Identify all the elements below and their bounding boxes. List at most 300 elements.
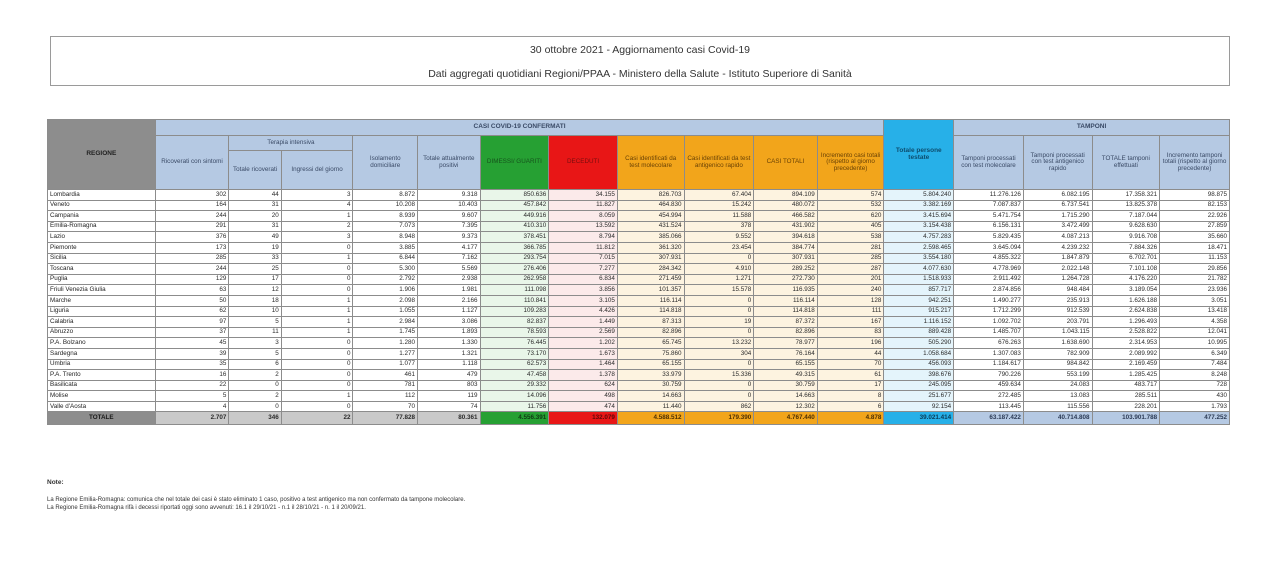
table-row bbox=[48, 401, 1230, 412]
table-body bbox=[48, 190, 1230, 425]
value-cell: 17 bbox=[817, 380, 884, 391]
value-cell: 361.320 bbox=[617, 242, 684, 253]
value-cell: 2.089.992 bbox=[1092, 348, 1160, 359]
value-cell: 3.154.438 bbox=[884, 221, 954, 232]
header-casi-antigenico: Casi identificati da test antigenico rapido bbox=[684, 136, 754, 190]
value-cell: 384.774 bbox=[754, 242, 818, 253]
value-cell: 2.598.465 bbox=[884, 242, 954, 253]
value-cell: 9.628.630 bbox=[1092, 221, 1160, 232]
value-cell: 3.086 bbox=[418, 317, 481, 328]
value-cell: 4.177 bbox=[418, 242, 481, 253]
value-cell: 3 bbox=[229, 338, 281, 349]
value-cell: 13.232 bbox=[684, 338, 754, 349]
region-name-cell: P.A. Bolzano bbox=[48, 338, 156, 349]
region-name-cell: Sicilia bbox=[48, 253, 156, 264]
value-cell: 0 bbox=[281, 380, 353, 391]
value-cell: 449.916 bbox=[480, 211, 549, 222]
total-row bbox=[48, 412, 1230, 425]
value-cell: 1.264.728 bbox=[1023, 274, 1092, 285]
value-cell: 9.373 bbox=[418, 232, 481, 243]
value-cell: 11.440 bbox=[617, 401, 684, 412]
value-cell: 0 bbox=[281, 264, 353, 275]
value-cell: 405 bbox=[817, 221, 884, 232]
value-cell: 6 bbox=[817, 401, 884, 412]
value-cell: 1.485.707 bbox=[954, 327, 1024, 338]
covid-data-table bbox=[47, 119, 1230, 425]
value-cell: 47.458 bbox=[480, 370, 549, 381]
value-cell: 1.280 bbox=[353, 338, 418, 349]
value-cell: 5.569 bbox=[418, 264, 481, 275]
value-cell: 244 bbox=[155, 211, 229, 222]
value-cell: 984.842 bbox=[1023, 359, 1092, 370]
value-cell: 1.449 bbox=[549, 317, 618, 328]
value-cell: 29.332 bbox=[480, 380, 549, 391]
table-row bbox=[48, 190, 1230, 201]
value-cell: 37 bbox=[155, 327, 229, 338]
value-cell: 2.984 bbox=[353, 317, 418, 328]
value-cell: 1.626.188 bbox=[1092, 295, 1160, 306]
value-cell: 7.277 bbox=[549, 264, 618, 275]
value-cell: 82.896 bbox=[754, 327, 818, 338]
value-cell: 624 bbox=[549, 380, 618, 391]
value-cell: 0 bbox=[684, 327, 754, 338]
value-cell: 11.827 bbox=[549, 200, 618, 211]
header-ricoverati: Ricoverati con sintomi bbox=[155, 136, 229, 190]
value-cell: 0 bbox=[281, 401, 353, 412]
value-cell: 272.485 bbox=[954, 391, 1024, 402]
value-cell: 293.754 bbox=[480, 253, 549, 264]
value-cell: 1.518.933 bbox=[884, 274, 954, 285]
value-cell: 116.935 bbox=[754, 285, 818, 296]
value-cell: 2.938 bbox=[418, 274, 481, 285]
note-line: La Regione Emilia-Romagna rifà i decessi riportati oggi sono avvenuti: 16.1 il 29/10/21 - n.1 il 28/10/21 - n. 1 il 20/09/21. bbox=[47, 504, 366, 511]
value-cell: 24.083 bbox=[1023, 380, 1092, 391]
value-cell: 1.981 bbox=[418, 285, 481, 296]
value-cell: 0 bbox=[684, 295, 754, 306]
value-cell: 116.114 bbox=[617, 295, 684, 306]
value-cell: 2.528.822 bbox=[1092, 327, 1160, 338]
value-cell: 6.349 bbox=[1160, 348, 1230, 359]
value-cell: 8.059 bbox=[549, 211, 618, 222]
value-cell: 4 bbox=[281, 200, 353, 211]
value-cell: 1.378 bbox=[549, 370, 618, 381]
value-cell: 19 bbox=[684, 317, 754, 328]
value-cell: 9.916.708 bbox=[1092, 232, 1160, 243]
value-cell: 103.901.788 bbox=[1092, 412, 1160, 425]
notes-section bbox=[47, 479, 465, 512]
value-cell: 4.588.512 bbox=[617, 412, 684, 425]
value-cell: 291 bbox=[155, 221, 229, 232]
value-cell: 20 bbox=[229, 211, 281, 222]
table-row bbox=[48, 285, 1230, 296]
value-cell: 7.884.326 bbox=[1092, 242, 1160, 253]
header-confirmed-group: CASI COVID-19 CONFERMATI bbox=[155, 120, 884, 136]
value-cell: 70 bbox=[817, 359, 884, 370]
value-cell: 4 bbox=[155, 401, 229, 412]
header-persone-testate: Totale persone testate bbox=[884, 120, 954, 190]
value-cell: 3.645.094 bbox=[954, 242, 1024, 253]
value-cell: 65.155 bbox=[754, 359, 818, 370]
value-cell: 83 bbox=[817, 327, 884, 338]
value-cell: 3.382.169 bbox=[884, 200, 954, 211]
value-cell: 285 bbox=[155, 253, 229, 264]
value-cell: 378.451 bbox=[480, 232, 549, 243]
value-cell: 245.095 bbox=[884, 380, 954, 391]
value-cell: 22.926 bbox=[1160, 211, 1230, 222]
value-cell: 1 bbox=[281, 211, 353, 222]
value-cell: 13.418 bbox=[1160, 306, 1230, 317]
value-cell: 803 bbox=[418, 380, 481, 391]
value-cell: 790.226 bbox=[954, 370, 1024, 381]
value-cell: 49 bbox=[229, 232, 281, 243]
value-cell: 2 bbox=[281, 221, 353, 232]
value-cell: 16 bbox=[155, 370, 229, 381]
value-cell: 262.958 bbox=[480, 274, 549, 285]
value-cell: 1 bbox=[281, 391, 353, 402]
value-cell: 78.977 bbox=[754, 338, 818, 349]
value-cell: 3.051 bbox=[1160, 295, 1230, 306]
value-cell: 15.336 bbox=[684, 370, 754, 381]
value-cell: 65.155 bbox=[617, 359, 684, 370]
value-cell: 826.703 bbox=[617, 190, 684, 201]
value-cell: 22 bbox=[155, 380, 229, 391]
value-cell: 74 bbox=[418, 401, 481, 412]
value-cell: 25 bbox=[229, 264, 281, 275]
header-deceduti: DECEDUTI bbox=[549, 136, 618, 190]
value-cell: 228.201 bbox=[1092, 401, 1160, 412]
value-cell: 1.092.702 bbox=[954, 317, 1024, 328]
table-row bbox=[48, 380, 1230, 391]
value-cell: 2.569 bbox=[549, 327, 618, 338]
value-cell: 15.242 bbox=[684, 200, 754, 211]
value-cell: 850.636 bbox=[480, 190, 549, 201]
table-row bbox=[48, 306, 1230, 317]
value-cell: 1.321 bbox=[418, 348, 481, 359]
value-cell: 2.624.838 bbox=[1092, 306, 1160, 317]
region-name-cell: Sardegna bbox=[48, 348, 156, 359]
value-cell: 6 bbox=[229, 359, 281, 370]
value-cell: 82.153 bbox=[1160, 200, 1230, 211]
value-cell: 61 bbox=[817, 370, 884, 381]
table-row bbox=[48, 211, 1230, 222]
value-cell: 173 bbox=[155, 242, 229, 253]
value-cell: 13.083 bbox=[1023, 391, 1092, 402]
value-cell: 307.931 bbox=[754, 253, 818, 264]
region-name-cell: Molise bbox=[48, 391, 156, 402]
value-cell: 76.445 bbox=[480, 338, 549, 349]
header-positivi: Totale attualmente positivi bbox=[418, 136, 481, 190]
value-cell: 8.948 bbox=[353, 232, 418, 243]
value-cell: 1.055 bbox=[353, 306, 418, 317]
value-cell: 30.759 bbox=[617, 380, 684, 391]
region-name-cell: Abruzzo bbox=[48, 327, 156, 338]
header-tamponi-totale: TOTALE tamponi effettuati bbox=[1092, 136, 1160, 190]
value-cell: 7.101.108 bbox=[1092, 264, 1160, 275]
value-cell: 11.588 bbox=[684, 211, 754, 222]
value-cell: 15.578 bbox=[684, 285, 754, 296]
value-cell: 2.707 bbox=[155, 412, 229, 425]
value-cell: 7.015 bbox=[549, 253, 618, 264]
value-cell: 7.187.044 bbox=[1092, 211, 1160, 222]
value-cell: 92.154 bbox=[884, 401, 954, 412]
value-cell: 4.878 bbox=[817, 412, 884, 425]
value-cell: 781 bbox=[353, 380, 418, 391]
value-cell: 4.176.220 bbox=[1092, 274, 1160, 285]
value-cell: 101.357 bbox=[617, 285, 684, 296]
region-name-cell: TOTALE bbox=[48, 412, 156, 425]
value-cell: 0 bbox=[281, 274, 353, 285]
value-cell: 44 bbox=[817, 348, 884, 359]
value-cell: 203.791 bbox=[1023, 317, 1092, 328]
value-cell: 65.745 bbox=[617, 338, 684, 349]
value-cell: 479 bbox=[418, 370, 481, 381]
value-cell: 82.896 bbox=[617, 327, 684, 338]
value-cell: 6.082.195 bbox=[1023, 190, 1092, 201]
value-cell: 62 bbox=[155, 306, 229, 317]
value-cell: 31 bbox=[229, 221, 281, 232]
value-cell: 474 bbox=[549, 401, 618, 412]
value-cell: 1.715.290 bbox=[1023, 211, 1092, 222]
value-cell: 302 bbox=[155, 190, 229, 201]
value-cell: 8 bbox=[817, 391, 884, 402]
value-cell: 394.618 bbox=[754, 232, 818, 243]
value-cell: 23.936 bbox=[1160, 285, 1230, 296]
value-cell: 7.484 bbox=[1160, 359, 1230, 370]
value-cell: 11.276.126 bbox=[954, 190, 1024, 201]
value-cell: 4.767.440 bbox=[754, 412, 818, 425]
value-cell: 912.539 bbox=[1023, 306, 1092, 317]
value-cell: 1.330 bbox=[418, 338, 481, 349]
value-cell: 0 bbox=[684, 306, 754, 317]
header-terapia-intensiva: Terapia intensiva bbox=[229, 136, 353, 151]
region-name-cell: Friuli Venezia Giulia bbox=[48, 285, 156, 296]
value-cell: 2.314.953 bbox=[1092, 338, 1160, 349]
value-cell: 14.663 bbox=[754, 391, 818, 402]
value-cell: 45 bbox=[155, 338, 229, 349]
region-name-cell: Lazio bbox=[48, 232, 156, 243]
region-name-cell: Liguria bbox=[48, 306, 156, 317]
value-cell: 1.277 bbox=[353, 348, 418, 359]
value-cell: 889.428 bbox=[884, 327, 954, 338]
region-name-cell: Piemonte bbox=[48, 242, 156, 253]
value-cell: 285 bbox=[817, 253, 884, 264]
value-cell: 0 bbox=[684, 359, 754, 370]
table-row bbox=[48, 370, 1230, 381]
table-row bbox=[48, 253, 1230, 264]
value-cell: 285.511 bbox=[1092, 391, 1160, 402]
value-cell: 676.263 bbox=[954, 338, 1024, 349]
value-cell: 1.184.617 bbox=[954, 359, 1024, 370]
value-cell: 8.939 bbox=[353, 211, 418, 222]
value-cell: 87.372 bbox=[754, 317, 818, 328]
value-cell: 1.638.690 bbox=[1023, 338, 1092, 349]
value-cell: 12 bbox=[229, 285, 281, 296]
value-cell: 1 bbox=[281, 253, 353, 264]
value-cell: 7.087.837 bbox=[954, 200, 1024, 211]
value-cell: 272.730 bbox=[754, 274, 818, 285]
value-cell: 498 bbox=[549, 391, 618, 402]
value-cell: 4.855.322 bbox=[954, 253, 1024, 264]
value-cell: 21.782 bbox=[1160, 274, 1230, 285]
value-cell: 50 bbox=[155, 295, 229, 306]
value-cell: 346 bbox=[229, 412, 281, 425]
value-cell: 4.426 bbox=[549, 306, 618, 317]
notes-title: Note: bbox=[47, 479, 64, 486]
value-cell: 39.021.414 bbox=[884, 412, 954, 425]
value-cell: 128 bbox=[817, 295, 884, 306]
value-cell: 2.169.459 bbox=[1092, 359, 1160, 370]
region-name-cell: Puglia bbox=[48, 274, 156, 285]
region-name-cell: P.A. Trento bbox=[48, 370, 156, 381]
value-cell: 129 bbox=[155, 274, 229, 285]
value-cell: 11.756 bbox=[480, 401, 549, 412]
value-cell: 1 bbox=[281, 317, 353, 328]
value-cell: 73.170 bbox=[480, 348, 549, 359]
header-incremento-casi: Incremento casi totali (rispetto al giorno precedente) bbox=[817, 136, 884, 190]
value-cell: 98.875 bbox=[1160, 190, 1230, 201]
value-cell: 1.745 bbox=[353, 327, 418, 338]
value-cell: 2.792 bbox=[353, 274, 418, 285]
value-cell: 18 bbox=[229, 295, 281, 306]
value-cell: 78.593 bbox=[480, 327, 549, 338]
value-cell: 10.208 bbox=[353, 200, 418, 211]
header-tamponi-antigenico: Tamponi processati con test antigenico rapido bbox=[1023, 136, 1092, 190]
region-name-cell: Veneto bbox=[48, 200, 156, 211]
value-cell: 857.717 bbox=[884, 285, 954, 296]
value-cell: 17 bbox=[229, 274, 281, 285]
value-cell: 167 bbox=[817, 317, 884, 328]
value-cell: 5 bbox=[229, 348, 281, 359]
table-row bbox=[48, 327, 1230, 338]
value-cell: 49.315 bbox=[754, 370, 818, 381]
value-cell: 4.087.213 bbox=[1023, 232, 1092, 243]
value-cell: 862 bbox=[684, 401, 754, 412]
value-cell: 33 bbox=[229, 253, 281, 264]
value-cell: 915.217 bbox=[884, 306, 954, 317]
header-ti-totale: Totale ricoverati bbox=[229, 151, 281, 190]
value-cell: 3 bbox=[281, 232, 353, 243]
value-cell: 0 bbox=[229, 401, 281, 412]
value-cell: 2.874.856 bbox=[954, 285, 1024, 296]
value-cell: 111.098 bbox=[480, 285, 549, 296]
value-cell: 87.313 bbox=[617, 317, 684, 328]
value-cell: 10.995 bbox=[1160, 338, 1230, 349]
value-cell: 19 bbox=[229, 242, 281, 253]
value-cell: 284.342 bbox=[617, 264, 684, 275]
value-cell: 1.077 bbox=[353, 359, 418, 370]
value-cell: 4.778.969 bbox=[954, 264, 1024, 275]
header-tamponi-incremento: Incremento tamponi totali (rispetto al giorno precedente) bbox=[1160, 136, 1230, 190]
value-cell: 33.979 bbox=[617, 370, 684, 381]
value-cell: 1.307.083 bbox=[954, 348, 1024, 359]
value-cell: 366.785 bbox=[480, 242, 549, 253]
value-cell: 10 bbox=[229, 306, 281, 317]
value-cell: 9.318 bbox=[418, 190, 481, 201]
note-line: La Regione Emilia-Romagna: comunica che nel totale dei casi è stato eliminato 1 caso, positivo a test antigenico ma non confermato da tampone molecolare. bbox=[47, 496, 466, 503]
value-cell: 553.199 bbox=[1023, 370, 1092, 381]
value-cell: 31 bbox=[229, 200, 281, 211]
value-cell: 1.058.684 bbox=[884, 348, 954, 359]
value-cell: 2.911.492 bbox=[954, 274, 1024, 285]
value-cell: 398.676 bbox=[884, 370, 954, 381]
value-cell: 782.909 bbox=[1023, 348, 1092, 359]
value-cell: 35 bbox=[155, 359, 229, 370]
report-title: 30 ottobre 2021 - Aggiornamento casi Covid-19 bbox=[529, 44, 751, 56]
value-cell: 287 bbox=[817, 264, 884, 275]
value-cell: 456.093 bbox=[884, 359, 954, 370]
header-tamponi-molecolare: Tamponi processati con test molecolare bbox=[954, 136, 1024, 190]
value-cell: 2.022.148 bbox=[1023, 264, 1092, 275]
value-cell: 44 bbox=[229, 190, 281, 201]
value-cell: 431.902 bbox=[754, 221, 818, 232]
value-cell: 4.239.232 bbox=[1023, 242, 1092, 253]
value-cell: 0 bbox=[684, 380, 754, 391]
value-cell: 466.582 bbox=[754, 211, 818, 222]
value-cell: 385.066 bbox=[617, 232, 684, 243]
value-cell: 29.856 bbox=[1160, 264, 1230, 275]
value-cell: 1.271 bbox=[684, 274, 754, 285]
value-cell: 480.072 bbox=[754, 200, 818, 211]
value-cell: 457.842 bbox=[480, 200, 549, 211]
table-row bbox=[48, 391, 1230, 402]
value-cell: 430 bbox=[1160, 391, 1230, 402]
value-cell: 110.841 bbox=[480, 295, 549, 306]
header-tamponi-group: TAMPONI bbox=[954, 120, 1230, 136]
table-row bbox=[48, 348, 1230, 359]
region-name-cell: Campania bbox=[48, 211, 156, 222]
value-cell: 82.837 bbox=[480, 317, 549, 328]
value-cell: 23.454 bbox=[684, 242, 754, 253]
value-cell: 1 bbox=[281, 306, 353, 317]
value-cell: 6.844 bbox=[353, 253, 418, 264]
value-cell: 538 bbox=[817, 232, 884, 243]
value-cell: 1.043.115 bbox=[1023, 327, 1092, 338]
value-cell: 431.524 bbox=[617, 221, 684, 232]
value-cell: 3.856 bbox=[549, 285, 618, 296]
value-cell: 3.189.054 bbox=[1092, 285, 1160, 296]
value-cell: 70 bbox=[353, 401, 418, 412]
header-region: REGIONE bbox=[48, 120, 156, 190]
value-cell: 132.079 bbox=[549, 412, 618, 425]
table-row bbox=[48, 200, 1230, 211]
value-cell: 477.252 bbox=[1160, 412, 1230, 425]
value-cell: 271.459 bbox=[617, 274, 684, 285]
value-cell: 5.829.435 bbox=[954, 232, 1024, 243]
value-cell: 505.290 bbox=[884, 338, 954, 349]
table-row bbox=[48, 232, 1230, 243]
value-cell: 67.404 bbox=[684, 190, 754, 201]
value-cell: 201 bbox=[817, 274, 884, 285]
value-cell: 14.096 bbox=[480, 391, 549, 402]
value-cell: 1.490.277 bbox=[954, 295, 1024, 306]
table-row bbox=[48, 242, 1230, 253]
value-cell: 410.310 bbox=[480, 221, 549, 232]
value-cell: 620 bbox=[817, 211, 884, 222]
region-name-cell: Toscana bbox=[48, 264, 156, 275]
value-cell: 5 bbox=[155, 391, 229, 402]
value-cell: 3.415.694 bbox=[884, 211, 954, 222]
value-cell: 7.395 bbox=[418, 221, 481, 232]
value-cell: 8.248 bbox=[1160, 370, 1230, 381]
value-cell: 0 bbox=[281, 370, 353, 381]
value-cell: 1.296.493 bbox=[1092, 317, 1160, 328]
value-cell: 461 bbox=[353, 370, 418, 381]
value-cell: 289.252 bbox=[754, 264, 818, 275]
value-cell: 109.283 bbox=[480, 306, 549, 317]
value-cell: 39 bbox=[155, 348, 229, 359]
value-cell: 1.712.299 bbox=[954, 306, 1024, 317]
header-casi-totali: CASI TOTALI bbox=[754, 136, 818, 190]
